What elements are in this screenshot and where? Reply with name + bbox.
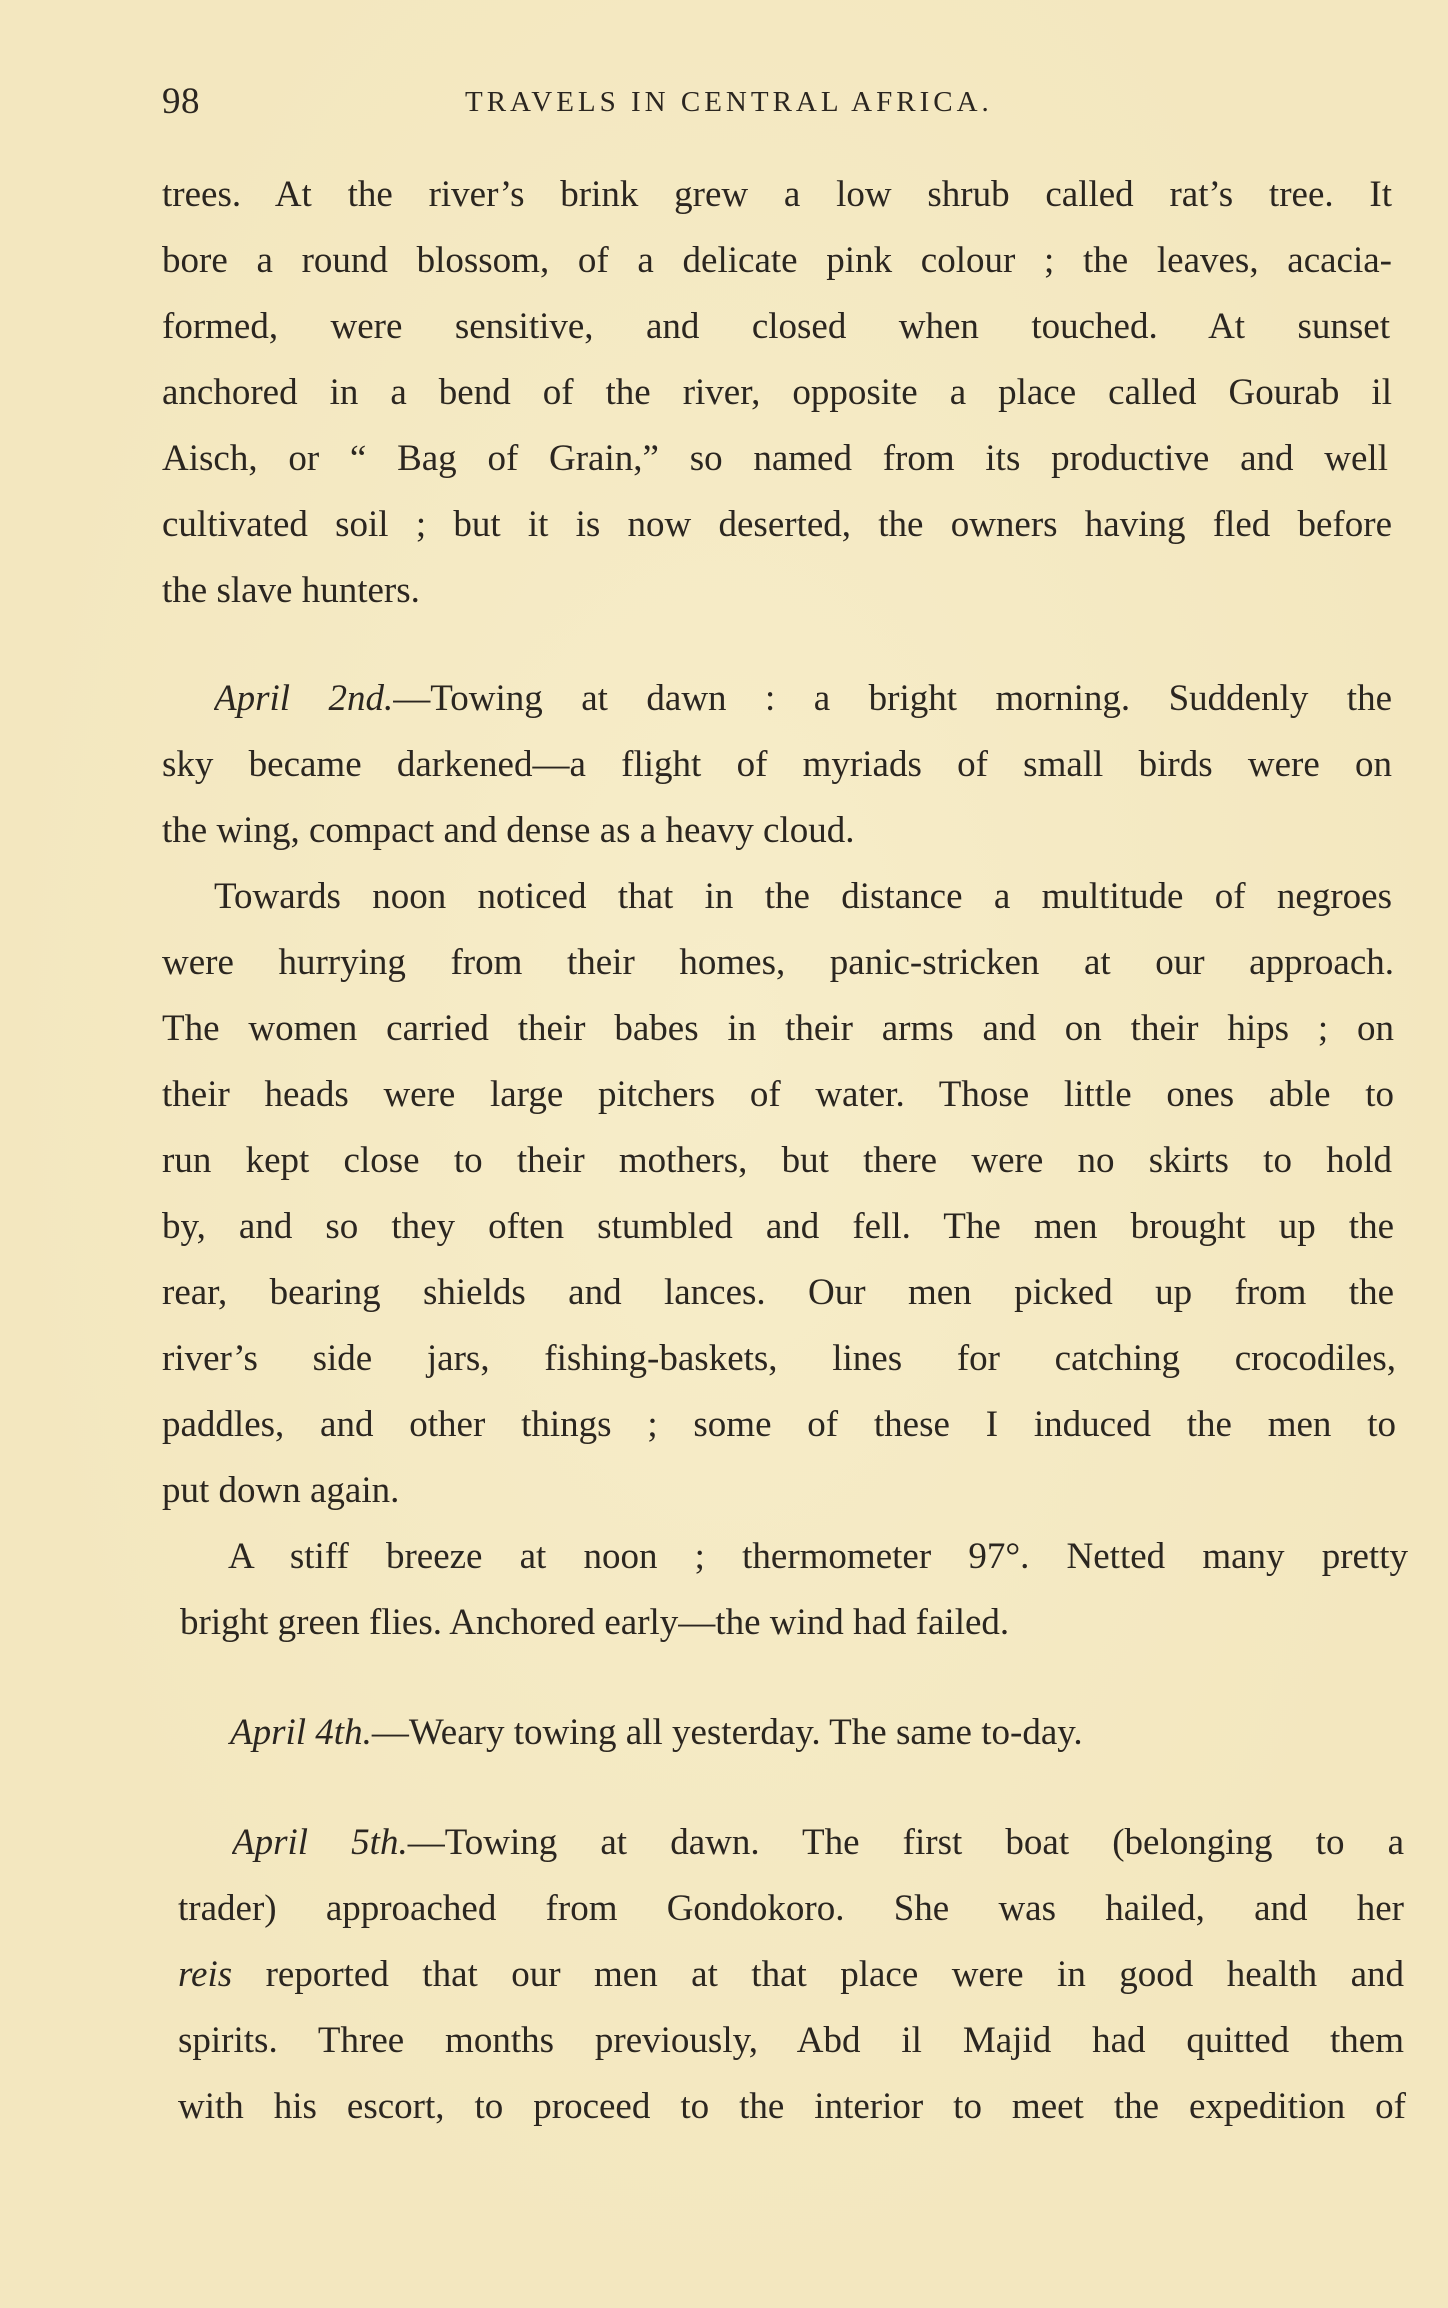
text-line: with his escort, to proceed to the interior to meet the expedition of [178, 2086, 1406, 2127]
text-line [214, 677, 1392, 721]
page-number: 98 [162, 81, 200, 122]
text-line: rear, bearing shields and lances. Our men picked up from the [162, 1272, 1394, 1313]
entry-date: April 4th. [230, 1712, 372, 1753]
text-line: river’s side jars, fishing-baskets, lines for catching crocodiles, [162, 1338, 1396, 1379]
text-line: were hurrying from their homes, panic-stricken at our approach. [162, 942, 1394, 983]
text-line: Towards noon noticed that in the distance a multitude of negroes [214, 876, 1392, 917]
text-line: trader) approached from Gondokoro. She was hailed, and her [178, 1888, 1404, 1929]
running-head [0, 80, 1448, 130]
entry-date: April 2nd. [214, 678, 394, 719]
text-line [178, 1953, 1404, 1997]
running-title: TRAVELS IN CENTRAL AFRICA. [465, 86, 993, 118]
text-line: put down again. [162, 1470, 400, 1511]
text-line: sky became darkened—a flight of myriads of small birds were on [162, 744, 1392, 785]
text-line: The women carried their babes in their arms and on their hips ; on [162, 1008, 1394, 1049]
text-line: the slave hunters. [162, 570, 420, 611]
text-span: —Towing at dawn : a bright morning. Suddenly the [393, 678, 1392, 719]
text-line: A stiff breeze at noon ; thermometer 97°. Netted many pretty [228, 1536, 1408, 1577]
text-line: run kept close to their mothers, but there were no skirts to hold [162, 1140, 1392, 1181]
text-line: by, and so they often stumbled and fell. The men brought up the [162, 1206, 1394, 1247]
text-line: bright green flies. Anchored early—the wind had failed. [180, 1602, 1010, 1643]
text-line: cultivated soil ; but it is now deserted, the owners having fled before [162, 504, 1392, 545]
entry-date: April 5th. [232, 1822, 408, 1863]
text-span: —Towing at dawn. The first boat (belonging to a [407, 1822, 1404, 1863]
text-span: reported that our men at that place were in good health and [232, 1954, 1404, 1995]
text-line: trees. At the river’s brink grew a low shrub called rat’s tree. It [162, 174, 1392, 215]
text-line [230, 1711, 1083, 1755]
text-span: —Weary towing all yesterday. The same to-day. [371, 1712, 1083, 1753]
text-line: the wing, compact and dense as a heavy cloud. [162, 810, 855, 851]
text-line: bore a round blossom, of a delicate pink colour ; the leaves, acacia- [162, 240, 1392, 281]
text-line: their heads were large pitchers of water. Those little ones able to [162, 1074, 1394, 1115]
italic-word: reis [178, 1954, 233, 1995]
text-line: paddles, and other things ; some of these I induced the men to [162, 1404, 1396, 1445]
text-line: formed, were sensitive, and closed when touched. At sunset [162, 306, 1390, 347]
text-line: Aisch, or “ Bag of Grain,” so named from its productive and well [162, 438, 1388, 479]
text-line: anchored in a bend of the river, opposite a place called Gourab il [162, 372, 1392, 413]
text-line: spirits. Three months previously, Abd il Majid had quitted them [178, 2020, 1404, 2061]
text-line [232, 1821, 1404, 1865]
